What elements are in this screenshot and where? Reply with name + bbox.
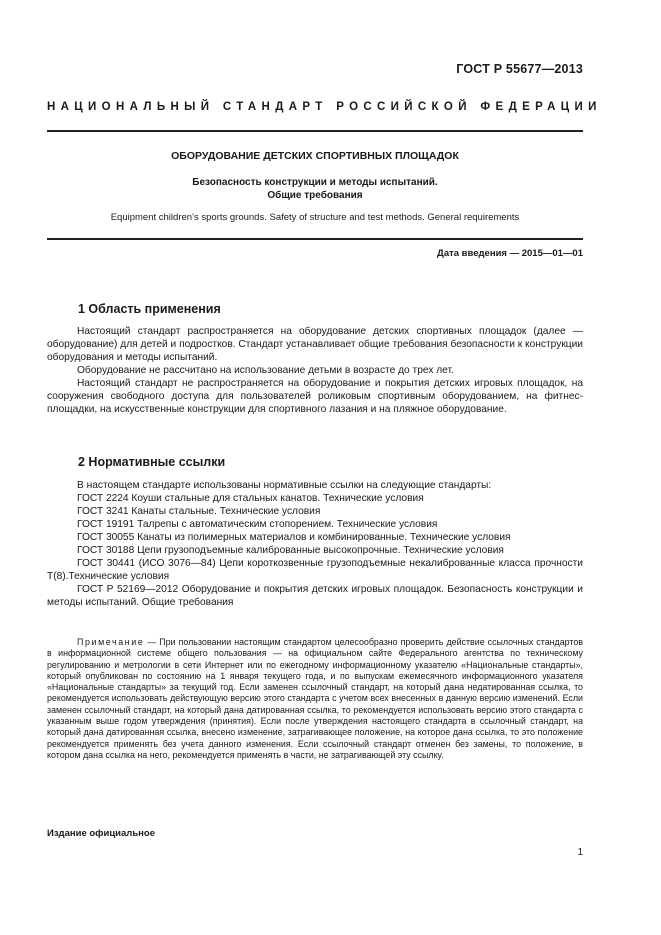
note-block [47,637,583,761]
reference-item: ГОСТ 30441 (ИСО 3076—84) Цепи короткозвенные грузоподъемные некалиброванные класса прочности Т(8).Технические условия [47,558,583,582]
subtitle-line-2: Общие требования [267,190,363,201]
document-subtitle [47,176,583,202]
note-label: Примечание [77,637,145,647]
page-number: 1 [577,847,583,858]
section-2-heading: 2 Нормативные ссылки [78,455,226,469]
section-1-paragraph: Оборудование не рассчитано на использование детьми в возрасте до трех лет. [77,365,454,376]
reference-item: ГОСТ 2224 Коуши стальные для стальных канатов. Технические условия [77,493,424,504]
title-rule-top [47,130,583,132]
reference-item: ГОСТ 19191 Талрепы с автоматическим стопорением. Технические условия [77,519,438,530]
reference-item: ГОСТ Р 52169—2012 Оборудование и покрытия детских игровых площадок. Безопасность конструкции и методы испытаний. Общие требования [47,584,583,608]
reference-item: ГОСТ 3241 Канаты стальные. Технические условия [77,506,321,517]
title-rule-bottom [47,238,583,240]
document-title: ОБОРУДОВАНИЕ ДЕТСКИХ СПОРТИВНЫХ ПЛОЩАДОК [171,150,459,162]
note-text: — При пользовании настоящим стандартом целесообразно проверить действие ссылочных стандартов в информационной системе общего пользования — на официальном сайте Федерального агентства по техническому регулированию и метрологии в сети Интернет или по ежегодному информационному указателю «Национальные стандарты», который опубликован по состоянию на 1 января текущего года, и по выпускам ежемесячного информационного указателя «Национальные стандарты» за текущий год. Если заменен ссылочный стандарт, на который дана недатированная ссылка, то рекомендуется использовать действующую версию этого стандарта с учетом всех внесенных в данную версию изменений. Если заменен ссылочный стандарт, на который дана датированная ссылка, то рекомендуется использовать версию этого стандарта с указанным выше годом утверждения (принятия). Если после утверждения настоящего стандарта в ссылочный стандарт, на который дана датированная ссылка, внесено изменение, затрагивающее положение, на которое дана ссылка, то это положение рекомендуется применять без учета данного изменения. Если ссылочный стандарт отменен без замены, то положение, в котором дана ссылка на него, рекомендуется применять в части, не затрагивающей эту ссылку. [47,637,583,760]
section-1-heading: 1 Область применения [78,302,221,316]
section-1-paragraph: Настоящий стандарт распространяется на оборудование детских спортивных площадок (далее — оборудование) для детей и подростков. Стандарт устанавливает общие требования безопасности к конструкции оборудования и методы испытаний. [47,326,583,363]
note-paragraph [47,637,583,761]
english-title: Equipment children’s sports grounds. Safety of structure and test methods. General requirements [110,212,520,223]
edition-label: Издание официальное [47,828,155,839]
section-2-paragraph: В настоящем стандарте использованы нормативные ссылки на следующие стандарты: [77,480,492,491]
subtitle-line-1: Безопасность конструкции и методы испытаний. [192,177,438,188]
national-standard-banner: НАЦИОНАЛЬНЫЙ СТАНДАРТ РОССИЙСКОЙ ФЕДЕРАЦИИ [47,101,602,113]
section-1-body [47,325,583,416]
introduction-date: Дата введения — 2015—01—01 [437,248,583,259]
reference-item: ГОСТ 30055 Канаты из полимерных материалов и комбинированные. Технические условия [77,532,511,543]
reference-item: ГОСТ 30188 Цепи грузоподъемные калиброванные высокопрочные. Технические условия [77,545,504,556]
section-1-paragraph: Настоящий стандарт не распространяется на оборудование и покрытия детских игровых площадок, на сооружения свободного доступа для пользователей роликовым спортивным оборудованием, на фитнес-площадки, на искусственные конструкции для спортивного лазания и на пляжное оборудование. [47,378,583,415]
section-2-body [47,479,583,609]
document-code: ГОСТ Р 55677—2013 [456,62,583,76]
